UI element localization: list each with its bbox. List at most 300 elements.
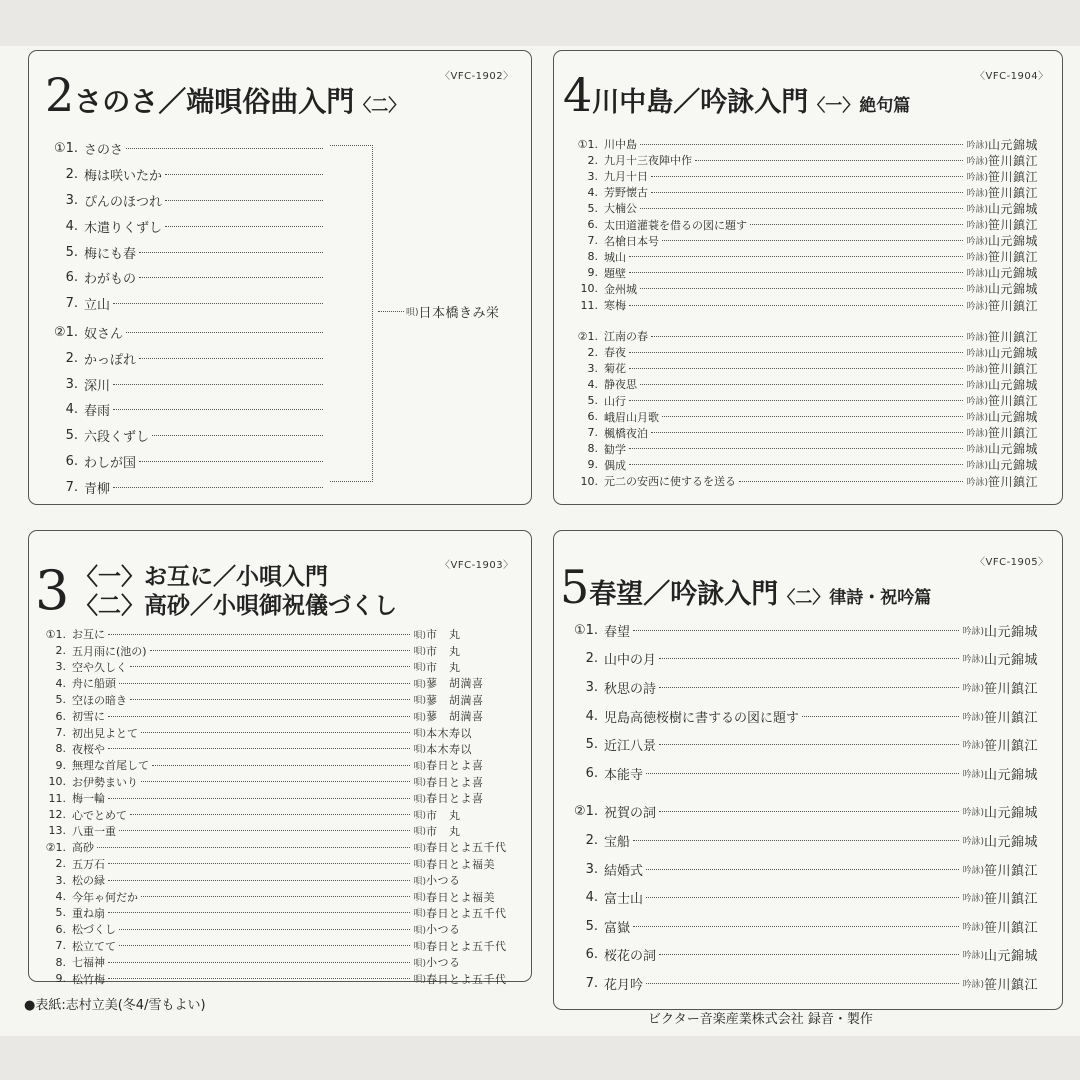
performer-name: 山元錦城 [988, 201, 1039, 216]
track-row [34, 675, 516, 691]
track-number: 2. [587, 153, 598, 167]
track-row [562, 409, 1052, 425]
track-row [562, 297, 1052, 313]
performer-name: 山元錦城 [984, 767, 1039, 783]
track-number: ②1. [53, 324, 78, 340]
role-label: 吟詠) [966, 156, 988, 167]
dotted-leader [130, 814, 410, 815]
track-title: 祝賀の詞 [604, 806, 657, 822]
role-label: 唄) [413, 843, 426, 854]
track-row [34, 397, 326, 423]
track-number: 2. [65, 350, 78, 366]
track-title: さのさ [84, 143, 124, 159]
performer-name: 本木寿以 [426, 726, 472, 740]
album-volume: 〈二〉律詩・祝吟篇 [778, 588, 932, 608]
dotted-leader [113, 384, 323, 385]
track-title: 寒梅 [604, 299, 626, 313]
album-number: 5 [560, 560, 590, 614]
track-row [562, 328, 1052, 344]
track-number: 5. [65, 244, 78, 260]
track-number: ①1. [53, 141, 78, 157]
catalog-code-1902: 〈VFC-1902〉 [440, 71, 514, 82]
performer-name: 日本橋きみ栄 [418, 306, 500, 321]
track-title: かっぽれ [84, 352, 137, 368]
track-title: 深川 [84, 378, 111, 394]
role-label: 唄) [413, 729, 426, 740]
performer-name: 山元錦城 [988, 410, 1039, 425]
album-title-1903 [35, 559, 397, 622]
track-row [562, 855, 1052, 884]
track-title: わしが国 [84, 455, 137, 471]
performer-name: 市 丸 [426, 660, 461, 674]
performer-name: 春日とよ喜 [426, 759, 484, 773]
track-number: 5. [587, 394, 598, 408]
dotted-leader [113, 303, 323, 304]
performer-name: 市 丸 [426, 824, 461, 838]
dotted-leader [629, 448, 963, 449]
album-number: 4 [563, 68, 593, 122]
track-row [562, 702, 1052, 731]
track-row [34, 938, 516, 954]
performer-name: 笹川鎮江 [984, 892, 1039, 908]
track-number: 7. [585, 975, 598, 991]
track-title: 静夜思 [604, 378, 637, 392]
performer-name: 山元錦城 [988, 458, 1039, 473]
performer-name: 山元錦城 [984, 806, 1039, 822]
track-row [34, 423, 326, 449]
role-label: 吟詠) [962, 741, 984, 752]
track-number: ②1. [45, 840, 66, 854]
performer-name: 山元錦城 [988, 234, 1039, 249]
role-label: 唄) [413, 925, 426, 936]
track-row [34, 371, 326, 397]
performer-name: 笹川鎮江 [988, 329, 1039, 344]
dotted-leader [646, 773, 959, 774]
track-number: 4. [587, 377, 598, 391]
track-number: 6. [585, 765, 598, 781]
performer-name: 山元錦城 [988, 442, 1039, 457]
track-title: 松の緑 [72, 874, 105, 888]
dotted-leader [662, 240, 963, 241]
track-title: 結婚式 [604, 863, 644, 879]
role-label: 唄) [413, 696, 426, 707]
dotted-leader [659, 658, 959, 659]
track-number: ②1. [577, 329, 598, 343]
track-row [34, 136, 326, 162]
track-number: 4. [585, 890, 598, 906]
track-row [562, 883, 1052, 912]
dotted-leader [646, 869, 959, 870]
album-title-line2: 〈二〉高砂／小唄御祝儀づくし [74, 592, 397, 619]
performer-name: 山元錦城 [984, 653, 1039, 669]
dotted-leader [633, 926, 959, 927]
performer-name: 山元錦城 [988, 345, 1039, 360]
track-number: 3. [55, 873, 66, 887]
dotted-leader [130, 699, 410, 700]
role-label: 吟詠) [966, 348, 988, 359]
track-row [34, 265, 326, 291]
role-label: 吟詠) [962, 808, 984, 819]
track-title: 五万石 [72, 857, 105, 871]
track-title: 六段くずし [84, 430, 150, 446]
dotted-leader [119, 683, 410, 684]
track-title: 川中島 [604, 138, 637, 152]
role-label: 吟詠) [966, 237, 988, 248]
performer-name: 本木寿以 [426, 742, 472, 756]
dotted-leader [150, 650, 411, 651]
track-row [34, 188, 326, 214]
performer-name: 春日とよ喜 [426, 792, 484, 806]
track-number: 3. [587, 361, 598, 375]
track-row [34, 320, 326, 346]
track-title: 梅は咲いたか [84, 169, 163, 185]
track-title: 勧学 [604, 442, 626, 456]
catalog-code-1904: 〈VFC-1904〉 [975, 71, 1049, 82]
dotted-leader [139, 358, 323, 359]
track-title: 本能寺 [604, 767, 644, 783]
track-row [34, 162, 326, 188]
track-title: 峨眉山月歌 [604, 410, 659, 424]
dotted-leader [633, 630, 959, 631]
company-credit: ビクター音楽産業株式会社 録音・製作 [648, 1012, 873, 1027]
dotted-leader [640, 208, 963, 209]
role-label: 唄) [413, 827, 426, 838]
dotted-leader [108, 978, 410, 979]
track-row [34, 345, 326, 371]
track-title: わがもの [84, 272, 137, 288]
track-number: 5. [65, 428, 78, 444]
performer-name: 小つる [426, 956, 461, 970]
track-row [562, 759, 1052, 788]
track-row [562, 168, 1052, 184]
performer-name: 小つる [426, 923, 461, 937]
track-row [562, 249, 1052, 265]
dotted-leader [750, 224, 963, 225]
track-row [34, 708, 516, 724]
dotted-leader [629, 400, 963, 401]
track-title: 心でとめて [72, 808, 127, 822]
track-number: 6. [65, 453, 78, 469]
dotted-leader [629, 368, 963, 369]
track-row [562, 152, 1052, 168]
role-label: 吟詠) [966, 429, 988, 440]
track-row [562, 969, 1052, 998]
role-label: 吟詠) [962, 922, 984, 933]
track-row [34, 724, 516, 740]
performer-name: 笹川鎮江 [984, 863, 1039, 879]
performer-name: 山元錦城 [988, 282, 1039, 297]
track-number: 11. [48, 791, 66, 805]
performer-name: 春日とよ五千代 [426, 906, 507, 920]
track-title: 城山 [604, 250, 626, 264]
track-row [562, 136, 1052, 152]
track-number: 8. [587, 250, 598, 264]
track-number: 3. [587, 169, 598, 183]
album-title-1904 [563, 68, 910, 122]
dotted-leader [119, 945, 410, 946]
dotted-leader [108, 863, 410, 864]
track-number: 9. [587, 458, 598, 472]
role-label: 吟詠) [962, 626, 984, 637]
dotted-leader [108, 716, 410, 717]
performer-name: 小つる [426, 874, 461, 888]
dotted-leader [119, 830, 410, 831]
performer-name: 蓼 胡満喜 [426, 677, 484, 691]
role-label: 唄) [413, 712, 426, 723]
role-label: 唄) [413, 893, 426, 904]
track-title: 夜桜や [72, 742, 105, 756]
track-number: 6. [55, 709, 66, 723]
track-title: 松立てて [72, 939, 116, 953]
role-label: 吟詠) [966, 221, 988, 232]
track-row [562, 233, 1052, 249]
track-row [562, 217, 1052, 233]
performer-bracket [330, 145, 373, 482]
catalog-code-1903: 〈VFC-1903〉 [440, 560, 514, 571]
album-number: 2 [45, 68, 75, 122]
performer-name: 市 丸 [426, 628, 461, 642]
track-title: 春雨 [84, 404, 111, 420]
track-number: 7. [65, 296, 78, 312]
track-row [562, 473, 1052, 489]
track-title: 宝船 [604, 834, 631, 850]
dotted-leader [97, 847, 410, 848]
track-title: 青柳 [84, 481, 111, 497]
track-number: 12. [48, 808, 66, 822]
dotted-leader [108, 912, 410, 913]
dotted-leader [108, 880, 410, 881]
track-row [34, 474, 326, 500]
track-title: 金州城 [604, 282, 637, 296]
dotted-leader [108, 634, 410, 635]
role-label: 唄) [413, 811, 426, 822]
track-title: 舟に船頭 [72, 677, 116, 691]
track-title: 九月十三夜陣中作 [604, 154, 692, 168]
dotted-leader [113, 409, 323, 410]
track-title: 七福神 [72, 956, 105, 970]
role-label: 吟詠) [962, 769, 984, 780]
track-number: 5. [55, 906, 66, 920]
performer-name: 山元錦城 [988, 137, 1039, 152]
role-label: 吟詠) [966, 461, 988, 472]
performer-name: 春日とよ五千代 [426, 972, 507, 986]
track-row [562, 425, 1052, 441]
track-title: 桜花の詞 [604, 949, 657, 965]
dotted-leader [139, 252, 323, 253]
track-number: 2. [587, 345, 598, 359]
performer-name: 春日とよ五千代 [426, 939, 507, 953]
performer-name: 市 丸 [426, 808, 461, 822]
role-label: 唄) [413, 663, 426, 674]
track-title: 秋思の詩 [604, 681, 657, 697]
track-number: 7. [55, 726, 66, 740]
dotted-leader [640, 384, 963, 385]
track-number: 8. [55, 955, 66, 969]
track-title: 松竹梅 [72, 972, 105, 986]
track-title: 芳野懐古 [604, 186, 648, 200]
album-title-text: さのさ／端唄俗曲入門 [74, 85, 355, 118]
track-number: 2. [585, 651, 598, 667]
dotted-leader [629, 256, 963, 257]
dotted-leader [659, 687, 959, 688]
performer-name: 山元錦城 [984, 949, 1039, 965]
track-number: 6. [585, 947, 598, 963]
role-label: 吟詠) [962, 865, 984, 876]
dotted-leader [139, 277, 323, 278]
track-number: 2. [55, 644, 66, 658]
track-row [34, 213, 326, 239]
role-label: 吟詠) [966, 397, 988, 408]
role-label: 唄) [413, 647, 426, 658]
track-row [34, 872, 516, 888]
performer-name: 笹川鎮江 [988, 250, 1039, 265]
role-label: 唄) [413, 958, 426, 969]
performer-name: 笹川鎮江 [988, 153, 1039, 168]
role-label: 唄) [413, 909, 426, 920]
catalog-code-1905: 〈VFC-1905〉 [975, 557, 1049, 568]
track-row [34, 291, 326, 317]
track-title: 九月十日 [604, 170, 648, 184]
performer-name: 笹川鎮江 [988, 185, 1039, 200]
track-row [562, 200, 1052, 216]
role-label: 吟詠) [966, 172, 988, 183]
dotted-leader [108, 748, 410, 749]
track-number: 2. [585, 832, 598, 848]
role-label: 唄) [413, 942, 426, 953]
track-number: 6. [587, 410, 598, 424]
album-title-1905 [560, 560, 931, 614]
track-title: お伊勢まいり [72, 775, 138, 789]
track-row [562, 798, 1052, 827]
track-number: 7. [55, 939, 66, 953]
track-number: 13. [48, 824, 66, 838]
track-number: 7. [587, 234, 598, 248]
track-number: 5. [55, 693, 66, 707]
track-row [34, 823, 516, 839]
track-row [562, 393, 1052, 409]
dotted-leader [152, 435, 323, 436]
track-number: 3. [65, 192, 78, 208]
track-row [34, 642, 516, 658]
dotted-leader [651, 176, 963, 177]
track-row [34, 239, 326, 265]
dotted-leader [695, 160, 963, 161]
dotted-leader [651, 336, 963, 337]
track-title: 太田道灌蓑を借るの図に題す [604, 218, 747, 232]
album-title-line1: 〈一〉お互に／小唄入門 [74, 563, 328, 590]
track-row [562, 616, 1052, 645]
track-title: 高砂 [72, 841, 94, 855]
role-label: 唄) [413, 860, 426, 871]
track-number: 6. [587, 218, 598, 232]
performer-name: 春日とよ喜 [426, 775, 484, 789]
performer-name: 山元錦城 [988, 266, 1039, 281]
track-number: 9. [587, 266, 598, 280]
track-row [562, 344, 1052, 360]
role-label: 唄) [413, 761, 426, 772]
track-number: 3. [585, 861, 598, 877]
track-title: ぴんのほつれ [84, 194, 163, 210]
performer-name: 笹川鎮江 [988, 298, 1039, 313]
track-row [34, 905, 516, 921]
track-number: 6. [65, 270, 78, 286]
role-label: 唄) [413, 778, 426, 789]
dotted-leader [165, 200, 323, 201]
track-number: 10. [580, 282, 598, 296]
dotted-leader [108, 962, 410, 963]
dotted-leader [141, 781, 410, 782]
album-title-text: 春望／吟詠入門 [589, 579, 779, 610]
track-title: 偶成 [604, 458, 626, 472]
role-label: 吟詠) [966, 445, 988, 456]
track-row [34, 806, 516, 822]
track-number: ②1. [573, 804, 598, 820]
track-row [34, 626, 516, 642]
track-row [34, 449, 326, 475]
track-title: 富士山 [604, 892, 644, 908]
performer-name: 笹川鎮江 [984, 710, 1039, 726]
role-label: 吟詠) [962, 683, 984, 694]
track-number: 9. [55, 972, 66, 986]
track-row [562, 912, 1052, 941]
track-number: 4. [585, 708, 598, 724]
track-row [562, 281, 1052, 297]
track-title: 八重一重 [72, 824, 116, 838]
performer-name: 笹川鎮江 [988, 426, 1039, 441]
performer-name: 蓼 胡満喜 [426, 710, 484, 724]
dotted-leader [659, 744, 959, 745]
dotted-leader [633, 840, 959, 841]
performer-name: 笹川鎮江 [984, 681, 1039, 697]
dotted-leader [651, 432, 963, 433]
track-number: ①1. [45, 627, 66, 641]
role-label: 唄) [413, 745, 426, 756]
role-label: 吟詠) [962, 712, 984, 723]
track-row [34, 839, 516, 855]
performer-name: 笹川鎮江 [984, 739, 1039, 755]
track-title: 初出見よとて [72, 726, 138, 740]
album-title-text: 川中島／吟詠入門 [592, 87, 809, 118]
track-number: ①1. [573, 622, 598, 638]
track-number: 2. [65, 167, 78, 183]
role-label: 吟詠) [962, 655, 984, 666]
dotted-leader [629, 272, 963, 273]
track-number: 10. [48, 775, 66, 789]
track-number: 7. [587, 426, 598, 440]
role-label: 吟詠) [966, 253, 988, 264]
dotted-leader [739, 481, 963, 482]
track-row [34, 659, 516, 675]
cover-credit: ●表紙:志村立美(冬4/雪もよい) [24, 998, 206, 1013]
role-label: 吟詠) [966, 364, 988, 375]
track-title: 近江八景 [604, 739, 657, 755]
track-number: 9. [55, 758, 66, 772]
track-row [34, 954, 516, 970]
track-number: 5. [587, 201, 598, 215]
track-title: 梅にも春 [84, 246, 137, 262]
album-title-1902 [45, 68, 405, 122]
performer-name: 山元錦城 [984, 624, 1039, 640]
performer-name: 笹川鎮江 [984, 920, 1039, 936]
performer-name: 春日とよ五千代 [426, 841, 507, 855]
track-row [34, 757, 516, 773]
role-label: 吟詠) [962, 894, 984, 905]
track-row [562, 826, 1052, 855]
role-label: 吟詠) [962, 836, 984, 847]
track-row [34, 741, 516, 757]
performer-name: 山元錦城 [988, 377, 1039, 392]
track-number: 2. [55, 857, 66, 871]
